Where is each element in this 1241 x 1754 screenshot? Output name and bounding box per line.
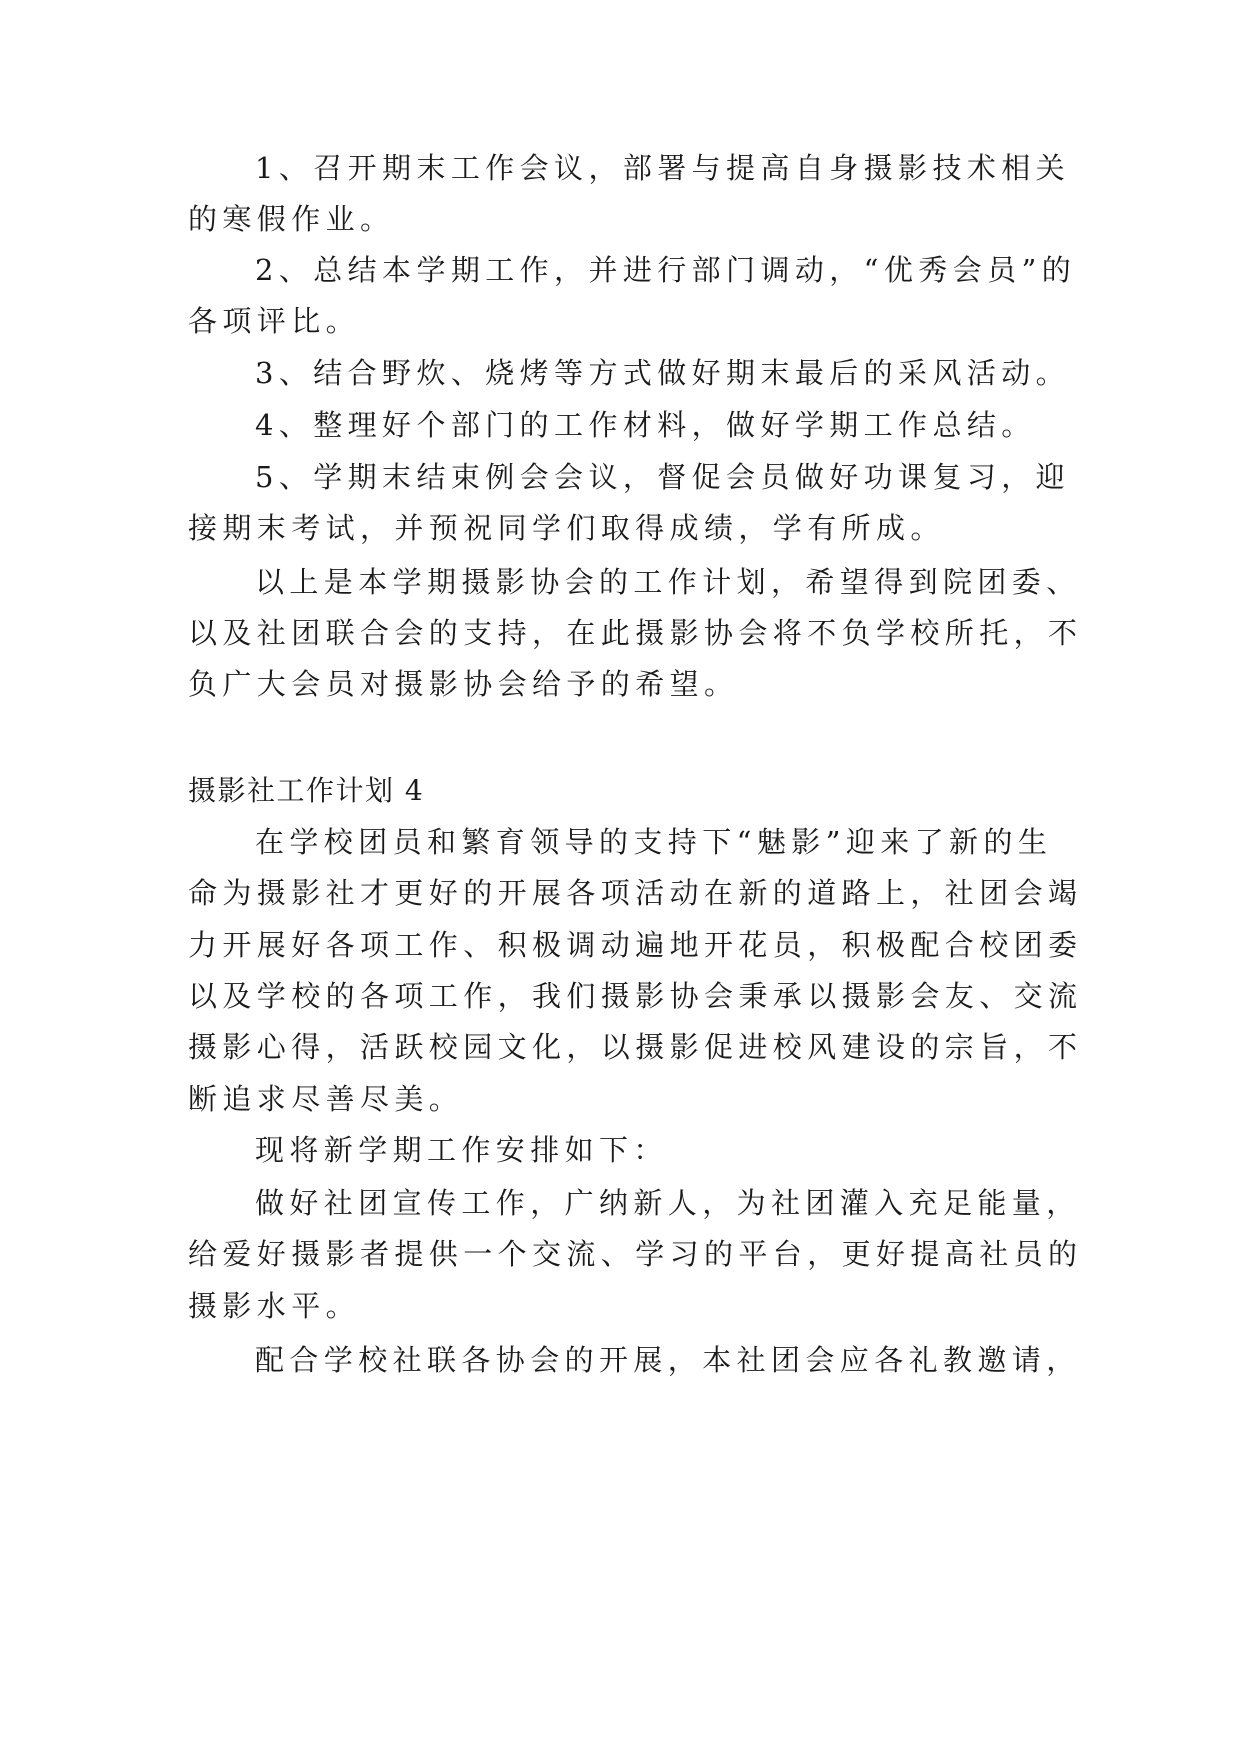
paragraph-line: 力开展好各项工作、积极调动遍地开花员，积极配合校团委 (188, 928, 1083, 962)
paragraph-line: 各项评比。 (188, 304, 361, 338)
paragraph-line: 1、召开期末工作会议，部署与提高自身摄影技术相关 (255, 151, 1071, 185)
paragraph-line: 摄影水平。 (188, 1289, 361, 1323)
paragraph-line: 做好社团宣传工作，广纳新人，为社团灌入充足能量， (255, 1186, 1081, 1220)
paragraph-line: 以及社团联合会的支持，在此摄影协会将不负学校所托，不 (188, 616, 1083, 650)
paragraph-line: 4、整理好个部门的工作材料，做好学期工作总结。 (255, 408, 1036, 442)
paragraph-line: 配合学校社联各协会的开展，本社团会应各礼教邀请， (255, 1343, 1081, 1377)
paragraph-line: 2、总结本学期工作，并进行部门调动，“优秀会员”的 (255, 253, 1077, 287)
paragraph-line: 给爱好摄影者提供一个交流、学习的平台，更好提高社员的 (188, 1237, 1083, 1271)
paragraph-line: 现将新学期工作安排如下： (255, 1133, 668, 1167)
paragraph-line: 以上是本学期摄影协会的工作计划，希望得到院团委、 (255, 565, 1081, 599)
paragraph-line: 以及学校的各项工作，我们摄影协会秉承以摄影会友、交流 (188, 979, 1083, 1013)
paragraph-line: 负广大会员对摄影协会给予的希望。 (188, 667, 739, 701)
paragraph-line: 断追求尽善尽美。 (188, 1082, 464, 1116)
paragraph-line: 命为摄影社才更好的开展各项活动在新的道路上，社团会竭 (188, 876, 1083, 910)
paragraph-line: 摄影心得，活跃校园文化，以摄影促进校风建设的宗旨，不 (188, 1030, 1083, 1064)
paragraph-line: 的寒假作业。 (188, 202, 395, 236)
paragraph-line: 接期末考试，并预祝同学们取得成绩，学有所成。 (188, 511, 945, 545)
paragraph-line: 在学校团员和繁育领导的支持下“魅影”迎来了新的生 (255, 825, 1053, 859)
paragraph-line: 5、学期末结束例会会议，督促会员做好功课复习，迎 (255, 460, 1071, 494)
section-heading: 摄影社工作计划 4 (188, 774, 425, 807)
paragraph-line: 3、结合野炊、烧烤等方式做好期末最后的采风活动。 (255, 356, 1071, 390)
